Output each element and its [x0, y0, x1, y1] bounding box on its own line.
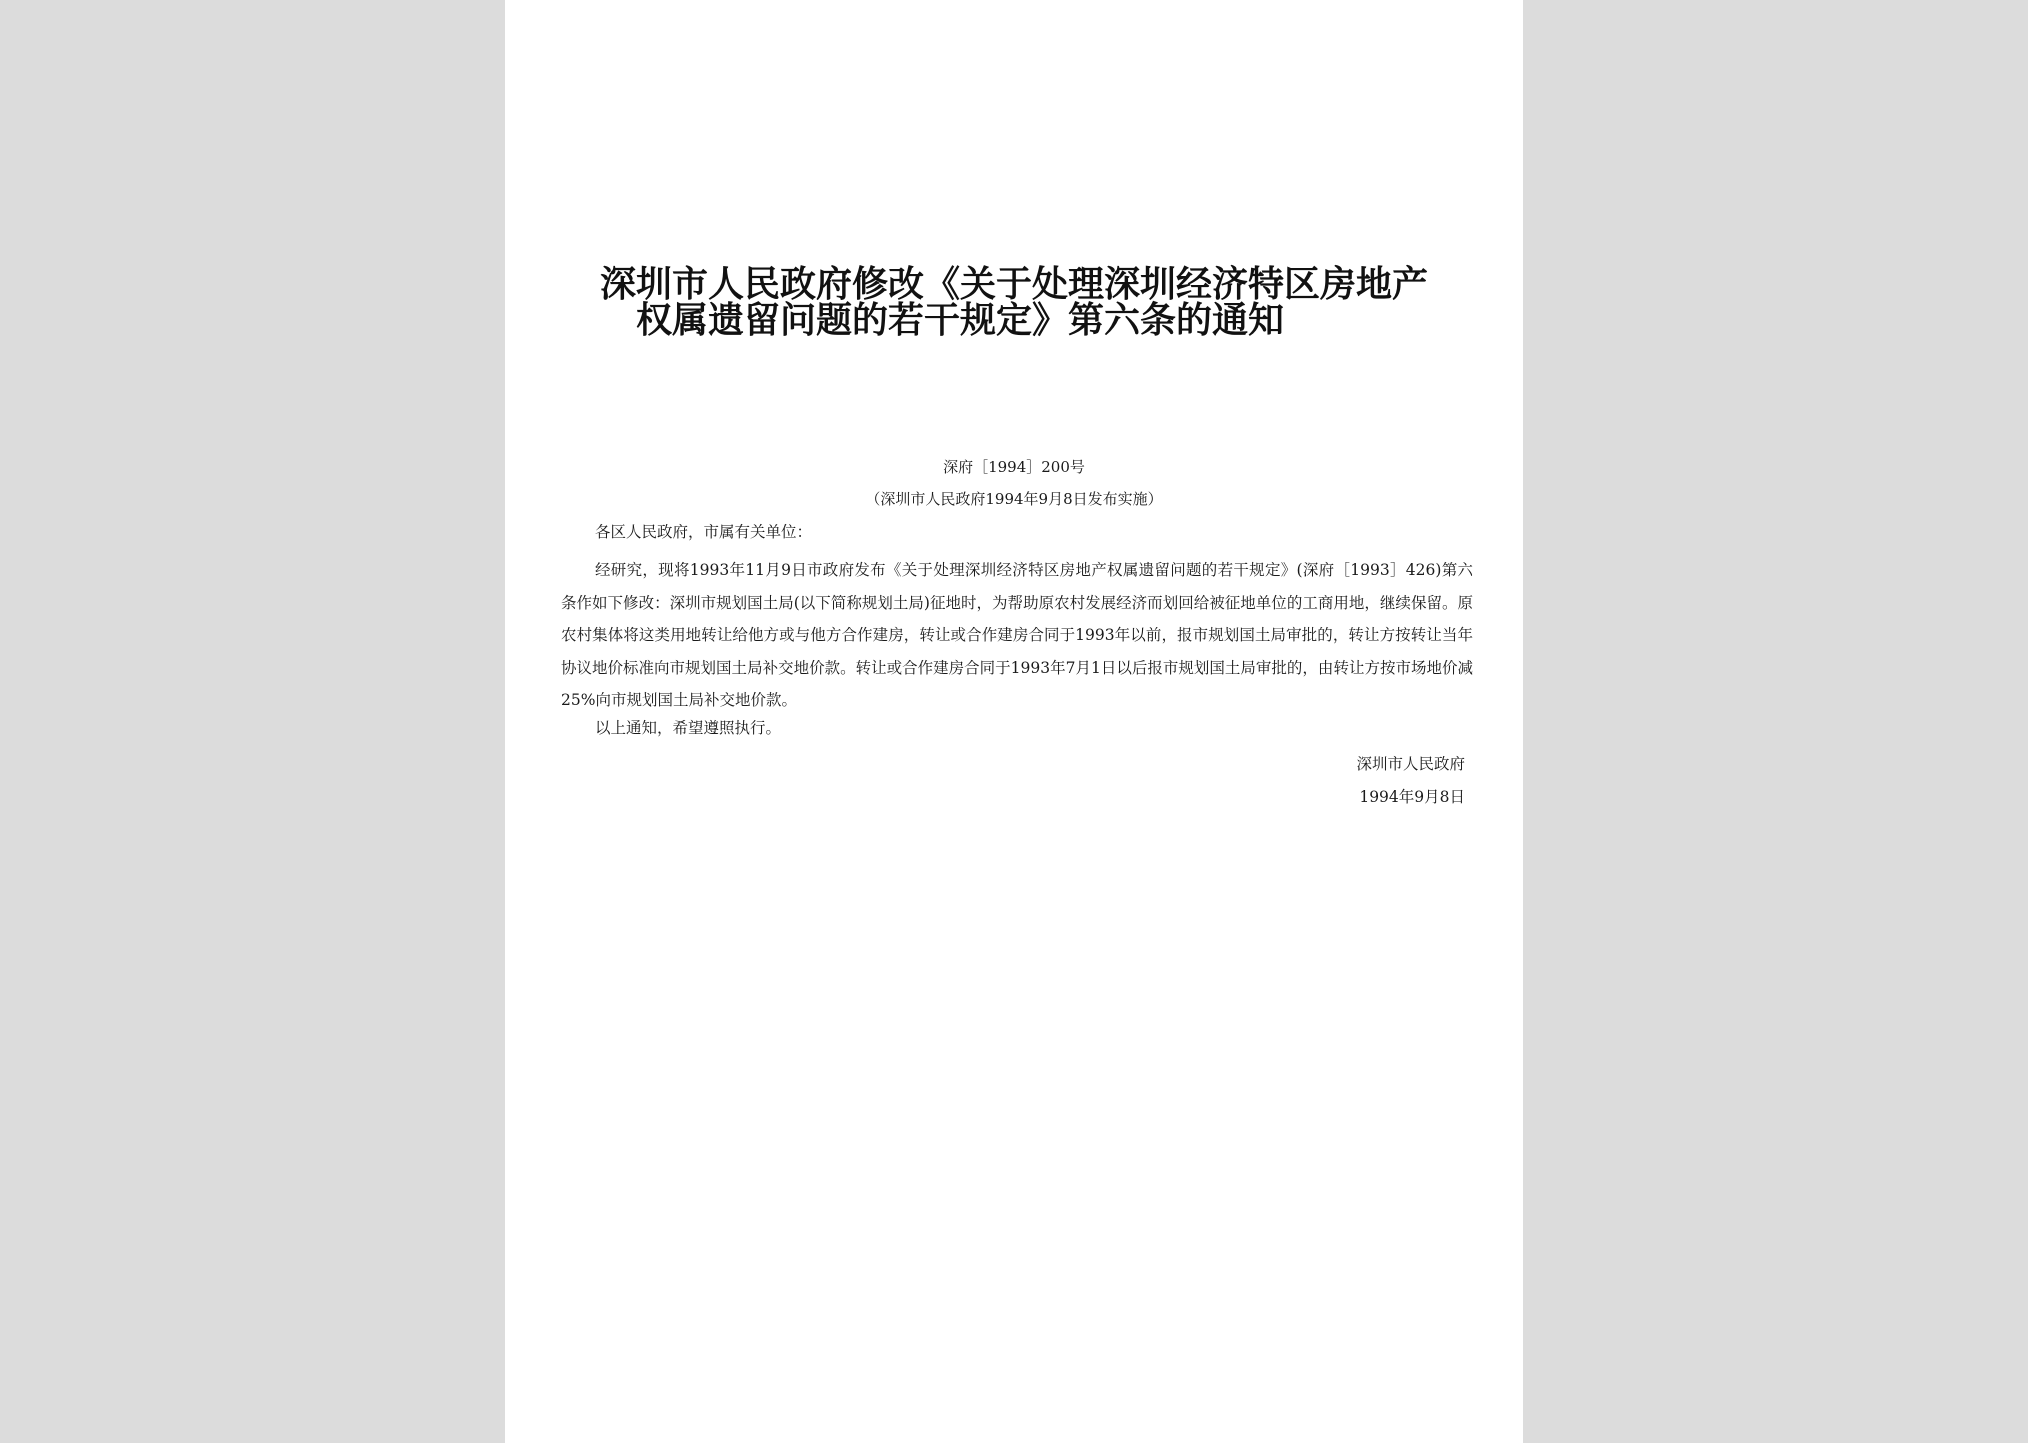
closing-line: 以上通知，希望遵照执行。 — [595, 719, 782, 737]
body-paragraph: 经研究，现将1993年11月9日市政府发布《关于处理深圳经济特区房地产权属遗留问题的若干规定》(深府［1993］426)第六条作如下修改：深圳市规划国土局(以下简称规划土局)征地时，为帮助原农村发展经济而划回给被征地单位的工商用地，继续保留。原农村集体将这类用地转让给他方或与他方合作建房，转让或合作建房合同于1993年以前，报市规划国土局审批的，转让方按转让当年协议地价标准向市规划国土局补交地价款。转让或合作建房合同于1993年7月1日以后报市规划国土局审批的，由转让方按市场地价减25%向市规划国土局补交地价款。 — [561, 561, 1473, 710]
document-page — [505, 0, 1523, 1443]
signature-date: 1994年9月8日 — [1359, 788, 1465, 806]
signature-organization: 深圳市人民政府 — [1356, 755, 1465, 773]
document-number: 深府［1994］200号 — [943, 458, 1085, 476]
issued-note: （深圳市人民政府1994年9月8日发布实施） — [865, 490, 1163, 508]
addressee: 各区人民政府，市属有关单位： — [595, 523, 813, 541]
title-line-1: 深圳市人民政府修改《关于处理深圳经济特区房地产 — [599, 263, 1428, 305]
title-line-2: 权属遗留问题的若干规定》第六条的通知 — [635, 299, 1284, 341]
